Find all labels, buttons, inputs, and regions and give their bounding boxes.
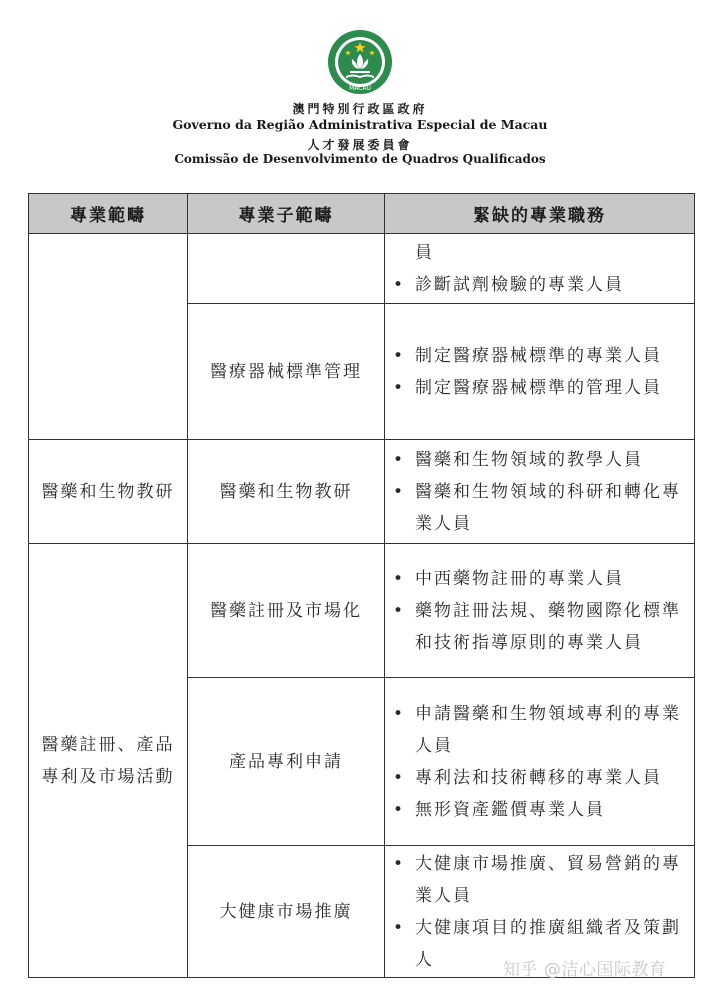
duty-item: • 無形資產鑑價專業人員 [389,794,688,826]
svg-text:MACAU: MACAU [349,85,371,92]
duty-item: • 醫藥和生物領域的教學人員 [389,444,688,476]
subcategory-cell: 產品專利申請 [188,678,385,846]
bullet-icon: • [393,449,406,470]
table-row [29,234,695,304]
duties-cell [385,304,695,440]
bullet-icon: • [393,799,406,820]
duty-item: • 醫藥和生物領域的科研和轉化專業人員 [389,476,688,540]
bullet-icon: • [393,917,406,938]
shortage-professions-table [28,193,695,978]
duty-item: 員 [415,242,434,263]
subcategory-cell: 大健康市場推廣 [188,846,385,978]
duty-item: • 大健康項目的推廣組織者及策劃人 [389,912,688,976]
government-name-portuguese: Governo da Região Administrativa Especial de Macau [172,117,548,132]
subcategory-cell: 醫藥和生物教研 [188,440,385,544]
column-header-duties: 緊缺的專業職務 [385,194,695,234]
bullet-icon: • [393,600,406,621]
bullet-icon: • [393,568,406,589]
column-header-category: 專業範疇 [29,194,188,234]
macau-emblem-icon [326,28,394,96]
duties-cell [385,544,695,678]
table-row [29,544,695,678]
duty-item: • 制定醫療器械標準的管理人員 [389,372,688,404]
duty-item: • 大健康市場推廣、貿易營銷的專業人員 [389,848,688,912]
zhihu-watermark: 知乎 @洁心国际教育 [503,960,667,980]
category-cell [29,234,188,440]
column-header-subcategory: 專業子範疇 [188,194,385,234]
duty-item: • 中西藥物註冊的專業人員 [389,563,688,595]
bullet-icon: • [393,481,406,502]
category-cell: 醫藥註冊、產品專利及市場活動 [29,544,188,978]
bullet-icon: • [393,703,406,724]
duty-item: • 申請醫藥和生物領域專利的專業人員 [389,698,688,762]
duties-cell [385,440,695,544]
commission-name-chinese: 人才發展委員會 [307,138,413,152]
bullet-icon: • [393,767,406,788]
subcategory-cell [188,234,385,304]
duties-cell [385,234,695,304]
subcategory-cell: 醫療器械標準管理 [188,304,385,440]
duty-item: • 制定醫療器械標準的專業人員 [389,340,688,372]
bullet-icon: • [393,853,406,874]
duty-item: • 藥物註冊法規、藥物國際化標準和技術指導原則的專業人員 [389,595,688,659]
category-cell: 醫藥和生物教研 [29,440,188,544]
government-name-chinese: 澳門特別行政區政府 [292,102,428,116]
duty-item: • 診斷試劑檢驗的專業人員 [389,269,688,301]
bullet-icon: • [393,345,406,366]
commission-name-portuguese: Comissão de Desenvolvimento de Quadros Qualificados [174,152,546,166]
bullet-icon: • [393,274,406,295]
subcategory-cell: 醫藥註冊及市場化 [188,544,385,678]
table-header-row [29,194,695,234]
bullet-icon: • [393,377,406,398]
table-row [29,440,695,544]
duties-cell [385,678,695,846]
duty-item: • 專利法和技術轉移的專業人員 [389,762,688,794]
